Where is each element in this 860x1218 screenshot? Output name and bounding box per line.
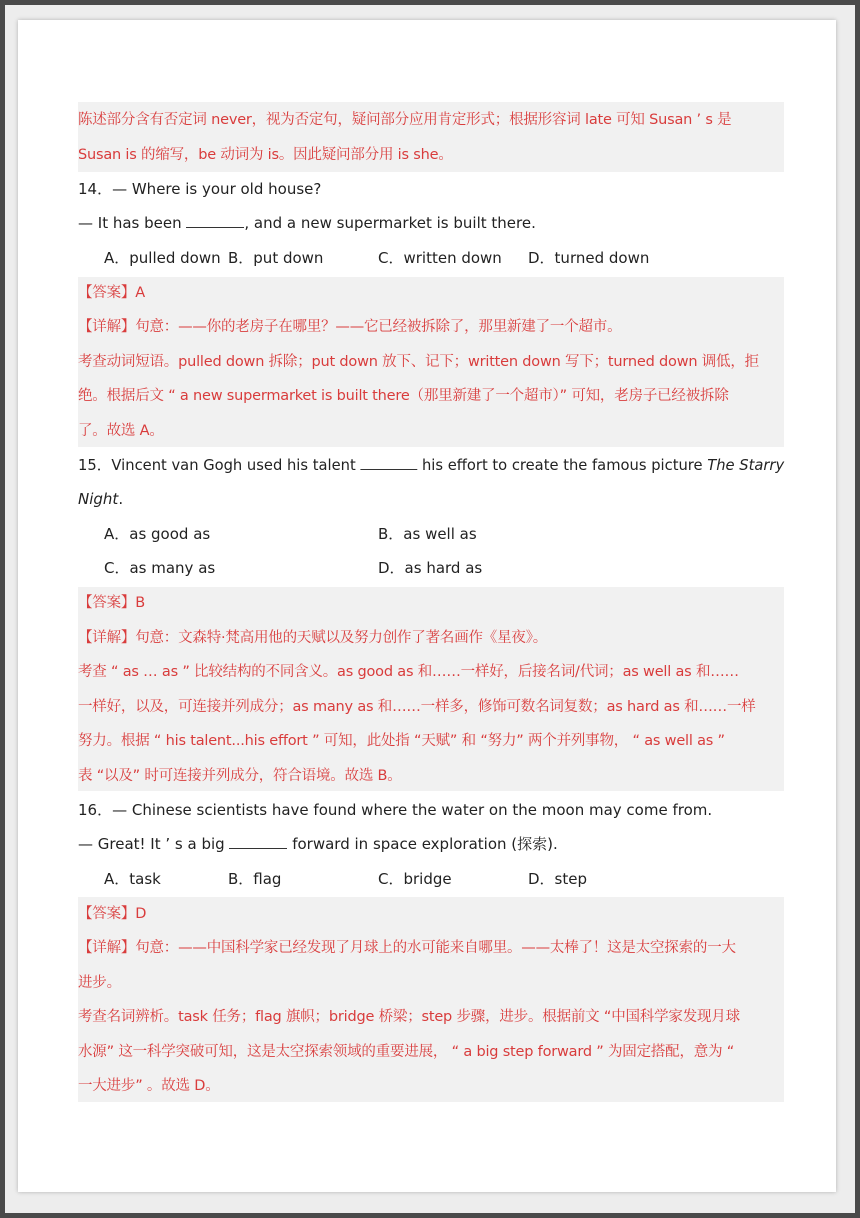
q15-stem-line2	[78, 489, 123, 509]
answer-block-q16	[78, 897, 784, 1102]
q15-detail: 【详解】句意：文森特·梵高用他的天赋以及努力创作了著名画作《星夜》。	[78, 630, 548, 646]
q16-analysis-line3: 一大进步” 。故选 D。	[78, 1078, 220, 1094]
q15-option-d: D．as hard as	[378, 559, 483, 577]
q16-detail-line2: 进步。	[78, 975, 121, 991]
q16-option-b: B．flag	[228, 870, 282, 888]
q14-option-a: A．pulled down	[104, 249, 221, 267]
q15-stem-mid: his effort to create the famous picture	[417, 456, 708, 474]
q14-detail: 【详解】句意：——你的老房子在哪里？——它已经被拆除了，那里新建了一个超市。	[78, 319, 622, 335]
q14-option-d: D．turned down	[528, 249, 650, 267]
q15-stem-line1	[78, 455, 784, 475]
q15-analysis-line4: 表 “以及” 时可连接并列成分，符合语境。故选 B。	[78, 768, 402, 784]
q15-title-part1: The Starry	[707, 456, 785, 474]
q16-line2-start: — Great! It ’ s a big	[78, 835, 230, 853]
q14-option-b: B．put down	[228, 249, 324, 267]
q15-blank	[360, 456, 417, 470]
q14-blank	[186, 214, 244, 228]
q14-line2-end: , and a new supermarket is built there.	[244, 214, 536, 232]
q15-stem-end: .	[118, 490, 124, 508]
q14-option-c: C．written down	[378, 249, 502, 267]
q15-analysis-line1: 考查 “ as … as ” 比较结构的不同含义。as good as 和……一样好，后接名词/代词；as well as 和……	[78, 664, 739, 680]
prev-explanation-line1: 陈述部分含有否定词 never，视为否定句，疑问部分应用肯定形式；根据形容词 late 可知 Susan ’ s 是	[78, 112, 732, 128]
q16-blank	[229, 835, 287, 849]
q14-analysis-line3: 了。故选 A。	[78, 423, 164, 439]
q16-stem: 16．— Chinese scientists have found where the water on the moon may come from.	[78, 801, 713, 819]
q14-line2-start: — It has been	[78, 214, 187, 232]
q15-option-a: A．as good as	[104, 525, 211, 543]
q15-answer: 【答案】B	[78, 595, 145, 611]
q16-option-c: C．bridge	[378, 870, 452, 888]
q16-line2-end: forward in space exploration (探索).	[287, 835, 558, 853]
answer-block-q15	[78, 587, 784, 791]
q15-analysis-line2: 一样好，以及，可连接并列成分；as many as 和……一样多，修饰可数名词复数；as hard as 和……一样	[78, 699, 756, 715]
q15-analysis-line3: 努力。根据 “ his talent...his effort ” 可知，此处指 “天赋” 和 “努力” 两个并列事物， “ as well as ”	[78, 733, 725, 749]
q16-option-a: A．task	[104, 870, 161, 888]
q15-option-b: B．as well as	[378, 525, 477, 543]
q15-option-c: C．as many as	[104, 559, 216, 577]
q16-analysis-line2: 水源” 这一科学突破可知，这是太空探索领域的重要进展， “ a big step forward ” 为固定搭配，意为 “	[78, 1044, 735, 1060]
q15-stem-start: 15．Vincent van Gogh used his talent	[78, 456, 361, 474]
q15-title-part2: Night	[78, 490, 119, 508]
q16-option-d: D．step	[528, 870, 587, 888]
q16-answer: 【答案】D	[78, 906, 147, 922]
q14-analysis-line2: 绝。根据后文 “ a new supermarket is built there（那里新建了一个超市）” 可知，老房子已经被拆除	[78, 388, 729, 404]
q14-answer: 【答案】A	[78, 285, 145, 301]
q16-line2	[78, 834, 558, 854]
q14-stem: 14．— Where is your old house?	[78, 180, 322, 198]
q14-analysis-line1: 考查动词短语。pulled down 拆除；put down 放下、记下；written down 写下；turned down 调低，拒	[78, 354, 759, 370]
prev-explanation-line2: Susan is 的缩写，be 动词为 is。因此疑问部分用 is she。	[78, 147, 453, 163]
q16-detail-line1: 【详解】句意：——中国科学家已经发现了月球上的水可能来自哪里。——太棒了！这是太空探索的一大	[78, 940, 736, 956]
q14-line2	[78, 213, 536, 233]
q16-analysis-line1: 考查名词辨析。task 任务；flag 旗帜；bridge 桥梁；step 步骤，进步。根据前文 “中国科学家发现月球	[78, 1009, 740, 1025]
